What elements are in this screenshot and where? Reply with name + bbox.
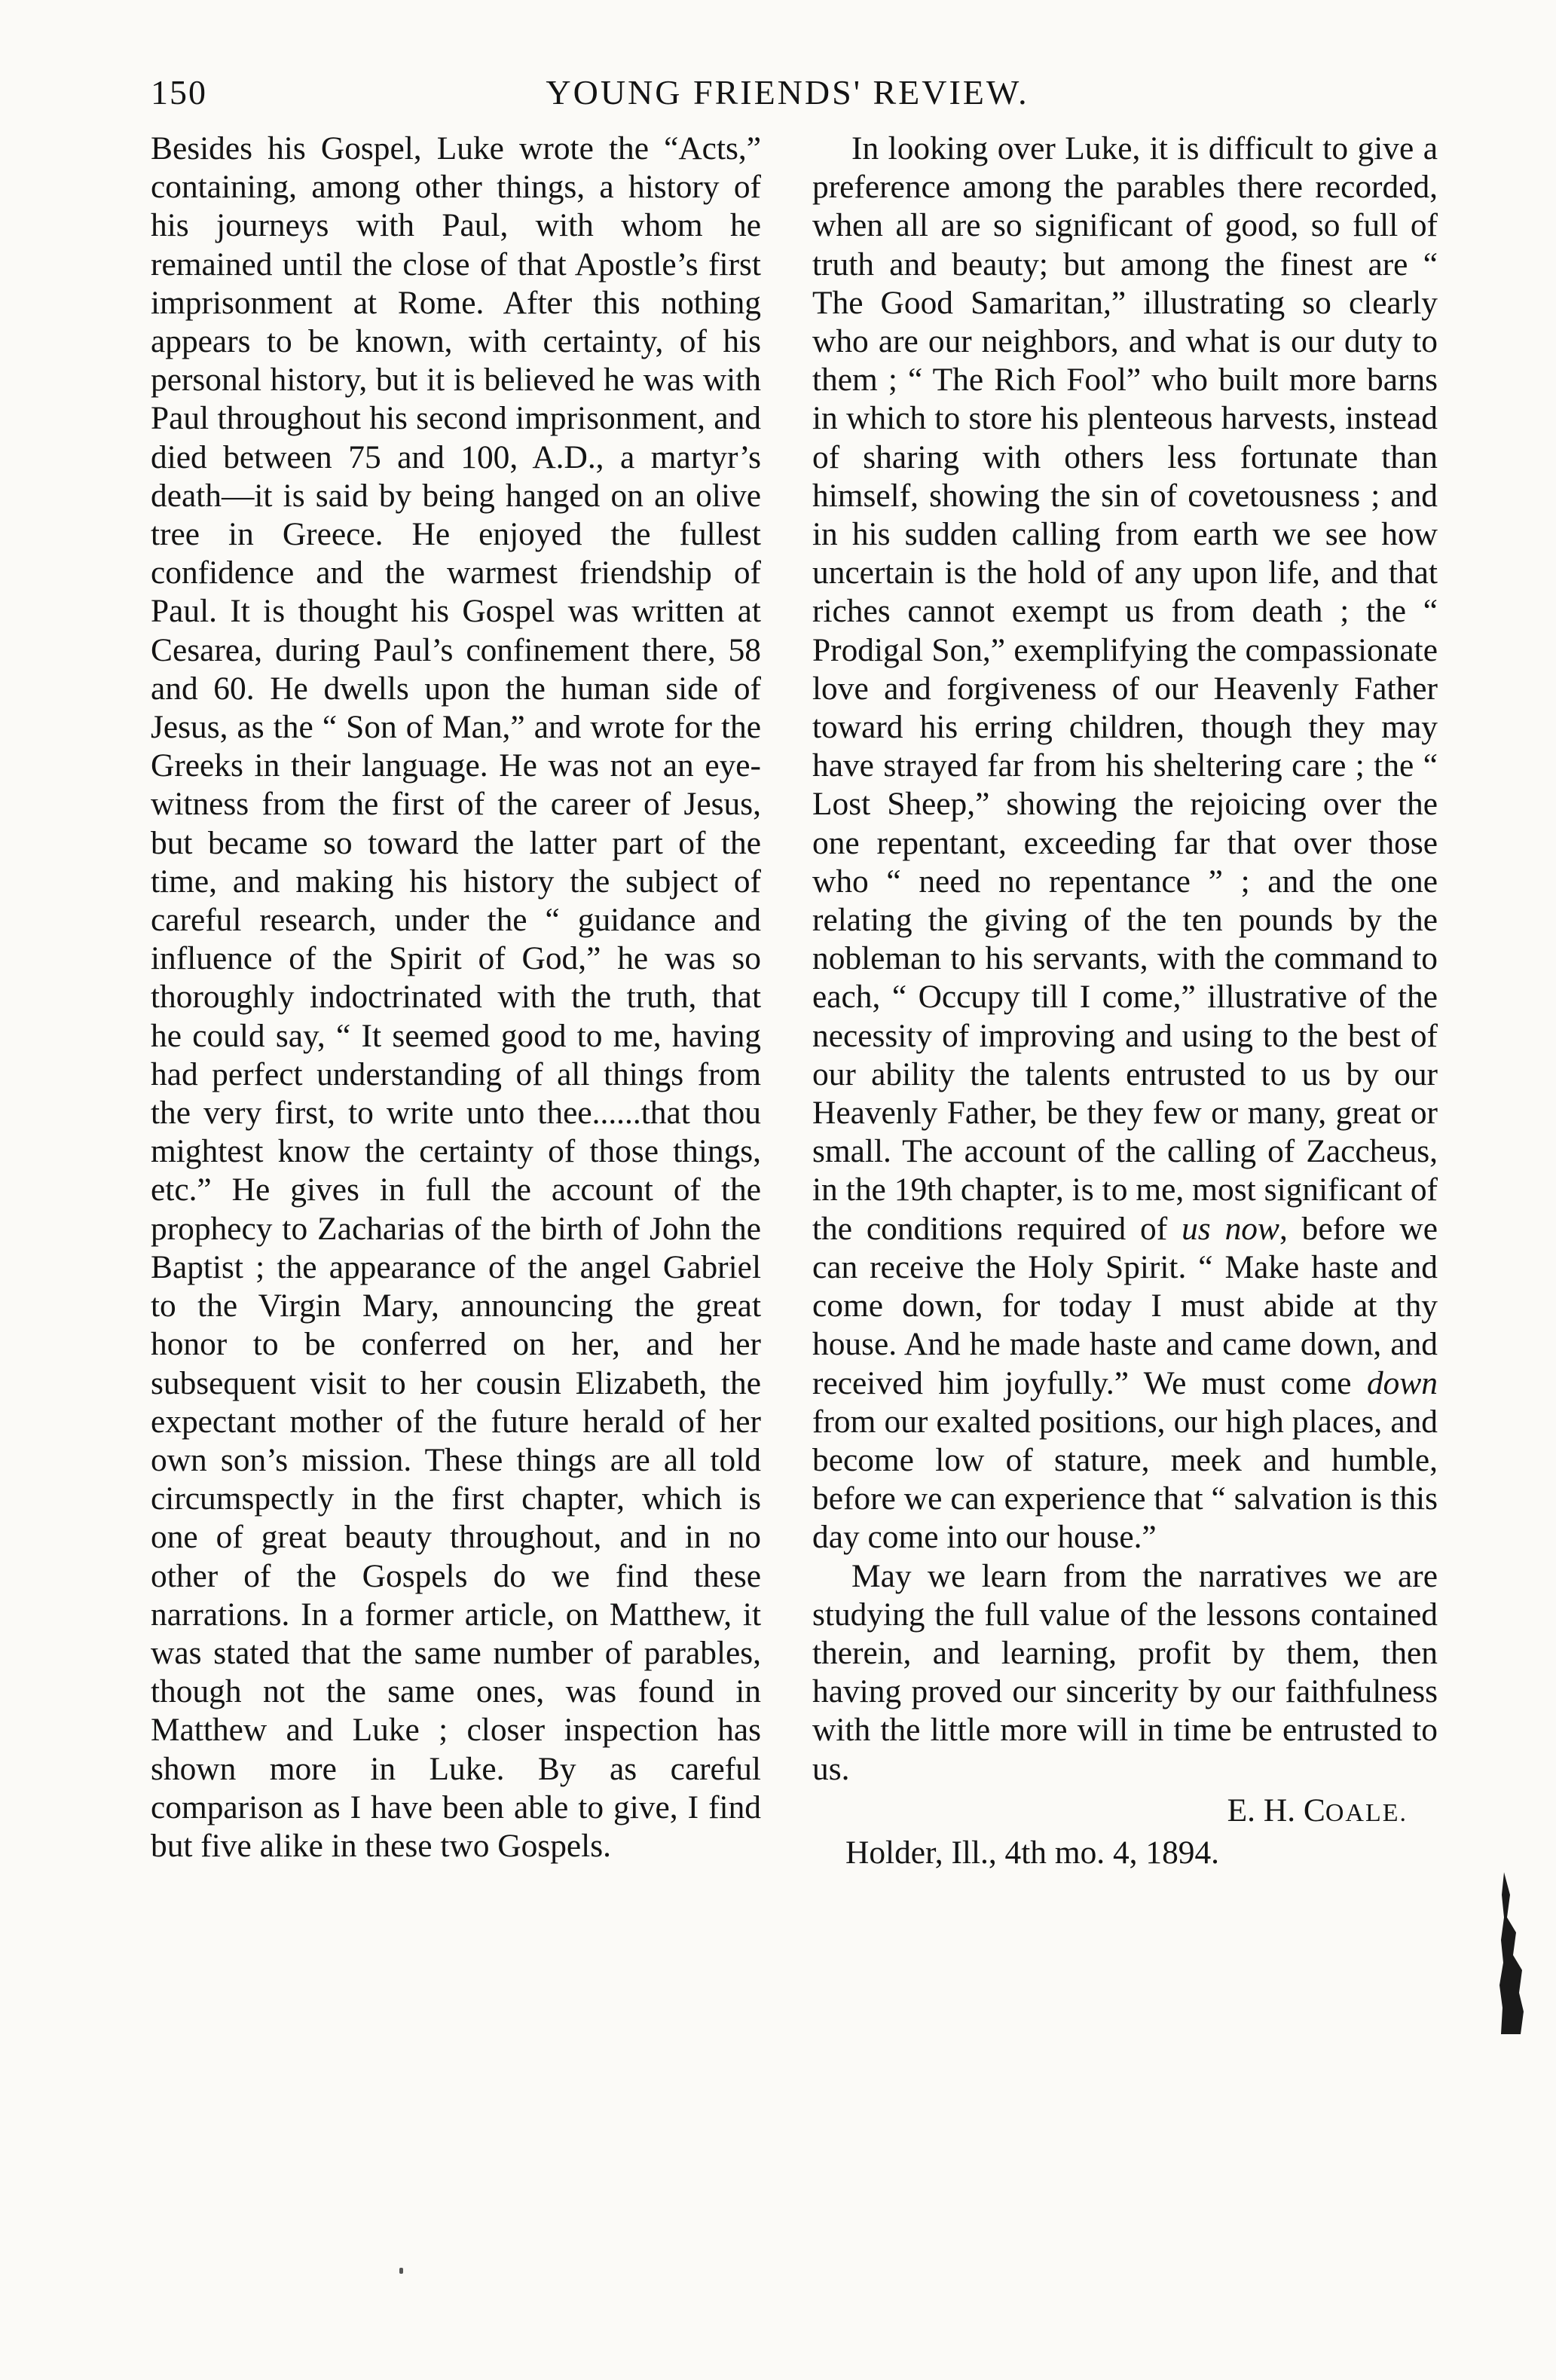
signature-surname: OALE. (1325, 1798, 1408, 1827)
paragraph-text-b: , before we can receive the Holy Spirit. “ Make haste and come down, for today I must abide at thy house. And he made haste and came down, and received him joyfully.” We must come (812, 1210, 1438, 1401)
left-column (151, 130, 761, 1865)
page-header (151, 59, 1424, 127)
author-signature (812, 1792, 1438, 1832)
ink-speck (399, 2268, 403, 2274)
page-number: 150 (151, 73, 207, 112)
right-paragraph-2: May we learn from the narratives we are studying the full value of the lessons contained therein, and learning, profit by them, then having proved our sincerity by our faithfulness with the little more will in time be entrusted to us. (812, 1557, 1438, 1787)
dateline: Holder, Ill., 4th mo. 4, 1894. (845, 1834, 1220, 1871)
signature-initials: E. H. C (1227, 1792, 1325, 1829)
running-title: YOUNG FRIENDS' REVIEW. (546, 73, 1029, 112)
page-edge-mark (1499, 1872, 1525, 2034)
paragraph-text-c: from our exalted positions, our high places, and become low of stature, meek and humble, before we can experience that “ salvation is this day come into our house.” (812, 1403, 1438, 1556)
right-paragraph-1 (812, 130, 1438, 1557)
emphasis-us-now: us now (1182, 1210, 1279, 1247)
emphasis-down: down (1366, 1364, 1438, 1401)
right-column (812, 130, 1438, 1872)
left-paragraph-1: Besides his Gospel, Luke wrote the “Acts,” containing, among other things, a history of his journeys with Paul, with whom he remained until the close of that Apostle’s first imprisonment at Rome. After this nothing appears to be known, with certainty, of his personal history, but it is believed he was with Paul throughout his second imprisonment, and died between 75 and 100, A.D., a martyr’s death—it is said by being hanged on an olive tree in Greece. He enjoyed the fullest confidence and the warmest friendship of Paul. It is thought his Gospel was written at Cesarea, during Paul’s confinement there, 58 and 60. He dwells upon the human side of Jesus, as the “ Son of Man,” and wrote for the Greeks in their language. He was not an eye-witness from the first of the career of Jesus, but became so toward the latter part of the time, and making his history the subject of careful research, under the “ guidance and influence of the Spirit of God,” he was so thoroughly indoctrinated with the truth, that he could say, “ It seemed good to me, having had perfect understanding of all things from the very first, to write unto thee......that thou mightest know the certainty of those things, etc.” He gives in full the account of the prophecy to Zacharias of the birth of John the Baptist ; the appearance of the angel Gabriel to the Virgin Mary, announcing the great honor to be conferred on her, and her subsequent visit to her cousin Elizabeth, the expectant mother of the future herald of her own son’s mission. These things are all told circumspectly in the first chapter, which is one of great beauty throughout, and in no other of the Gospels do we find these narrations. In a former article, on Matthew, it was stated that the same number of parables, though not the same ones, was found in Matthew and Luke ; closer inspection has shown more in Luke. By as careful comparison as I have been able to give, I find but five alike in these two Gospels. (151, 130, 761, 1864)
paragraph-text-a: In looking over Luke, it is difficult to give a preference among the parables there recorded, when all are so significant of good, so full of truth and beauty; but among the finest are “ The Good Samaritan,” illustrating so clearly who are our neighbors, and what is our duty to them ; “ The Rich Fool” who built more barns in which to store his plenteous harvests, instead of sharing with others less fortunate than himself, showing the sin of covetousness ; and in his sudden calling from earth we see how uncertain is the hold of any upon life, and that riches cannot exempt us from death ; the “ Prodigal Son,” exemplifying the compassionate love and forgiveness of our Heavenly Father toward his erring children, though they may have strayed far from his sheltering care ; the “ Lost Sheep,” showing the rejoicing over the one repentant, exceeding far that over those who “ need no repentance ” ; and the one relating the giving of the ten pounds by the nobleman to his servants, with the command to each, “ Occupy till I come,” illustrative of the necessity of improving and using to the best of our ability the talents entrusted to us by our Heavenly Father, be they few or many, great or small. The account of the calling of Zaccheus, in the 19th chapter, is to me, most significant of the conditions required of (812, 130, 1438, 1247)
